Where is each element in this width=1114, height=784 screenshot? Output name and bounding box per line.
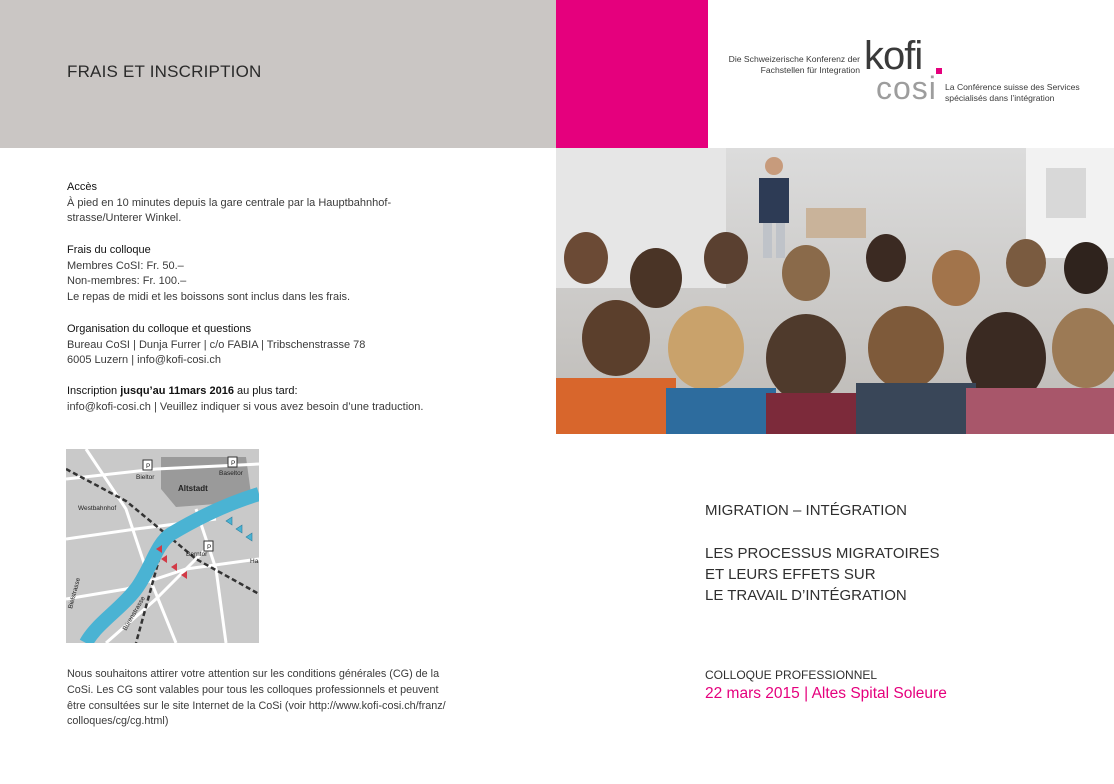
- organisation-section: [67, 322, 487, 369]
- footer-line2: CoSi. Les CG sont valables pour tous les colloques professionnels et peuvent: [67, 683, 439, 696]
- logo-caption-de-line1: Die Schweizerische Konferenz der: [728, 54, 860, 64]
- acces-line1: À pied en 10 minutes depuis la gare centrale par la Hauptbahnhof-: [67, 196, 392, 209]
- logo-caption-fr-line2: spécialisés dans l’intégration: [945, 93, 1055, 103]
- organisation-line2: 6005 Luzern | info@kofi-cosi.ch: [67, 354, 222, 367]
- map-parking-2: P: [231, 460, 236, 467]
- frais-line1: Membres CoSI: Fr. 50.–: [67, 259, 184, 272]
- footer-line1: Nous souhaitons attirer votre attention sur les conditions générales (CG) de la: [67, 668, 440, 680]
- footer-line4: colloques/cg/cg.html): [67, 715, 169, 728]
- logo-cosi-wordmark: cosi: [876, 70, 937, 106]
- inscription-line2: info@kofi-cosi.ch | Veuillez indiquer si vous avez besoin d’une traduction.: [67, 400, 424, 413]
- inscription-section: [67, 384, 487, 415]
- conference-photo: [556, 148, 1114, 434]
- event-type: COLLOQUE PROFESSIONNEL: [705, 668, 878, 682]
- logo-caption-de: [718, 54, 860, 76]
- map-graphic: [66, 449, 259, 643]
- map-label-baseltor: Baseltor: [219, 470, 243, 477]
- acces-section: [67, 180, 487, 227]
- logo-caption-de-line2: Fachstellen für Integration: [760, 65, 860, 75]
- event-title-line2: ET LEURS EFFETS SUR: [705, 566, 876, 583]
- acces-line2: strasse/Unterer Winkel.: [67, 212, 182, 225]
- map-label-ha: Ha: [250, 558, 259, 565]
- map-label-berntor: Berntor: [186, 551, 208, 558]
- logo-caption-fr-line1: La Conférence suisse des Services: [945, 82, 1080, 92]
- event-title: [705, 543, 940, 606]
- frais-line2: Non-membres: Fr. 100.–: [67, 275, 187, 288]
- inscription-suffix: au plus tard:: [233, 385, 298, 397]
- header-pink-band: [556, 0, 708, 148]
- logo-kofi-wordmark: kofi: [864, 34, 923, 78]
- footer-line3: être consultées sur le site Internet de la CoSi (voir http://www.kofi-cosi.ch/franz/: [67, 699, 446, 712]
- map-label-westbahnhof: Westbahnhof: [78, 505, 117, 512]
- frais-title: Frais du colloque: [67, 244, 151, 256]
- map-label-altstadt: Altstadt: [178, 484, 208, 493]
- map-label-bielstrasse: Bielstrasse: [67, 576, 83, 610]
- footer-notice: [67, 667, 487, 730]
- frais-line3: Le repas de midi et les boissons sont inclus dans les frais.: [67, 291, 351, 304]
- map-label-bieltor: Bieltor: [136, 474, 155, 481]
- acces-title: Accès: [67, 181, 97, 193]
- event-title-line3: LE TRAVAIL D’INTÉGRATION: [705, 587, 907, 604]
- logo-caption-fr: [945, 82, 1080, 104]
- map-parking-3: P: [207, 544, 212, 551]
- event-topic: MIGRATION – INTÉGRATION: [705, 502, 907, 519]
- location-map: [66, 449, 259, 643]
- event-title-line1: LES PROCESSUS MIGRATOIRES: [705, 545, 940, 562]
- inscription-deadline: jusqu’au 11mars 2016: [120, 385, 234, 397]
- frais-section: [67, 243, 487, 306]
- inscription-title: [67, 384, 487, 400]
- map-label-bureenstrasse: Bürenstrasse: [121, 595, 147, 632]
- map-parking-1: P: [146, 463, 151, 470]
- page-title: FRAIS ET INSCRIPTION: [67, 62, 262, 81]
- event-date-location: 22 mars 2015 | Altes Spital Soleure: [705, 685, 947, 702]
- organisation-line1: Bureau CoSI | Dunja Furrer | c/o FABIA | Tribschenstrasse 78: [67, 338, 366, 351]
- organisation-title: Organisation du colloque et questions: [67, 323, 252, 335]
- conference-audience-image: [556, 148, 1114, 434]
- inscription-prefix: Inscription: [67, 385, 121, 397]
